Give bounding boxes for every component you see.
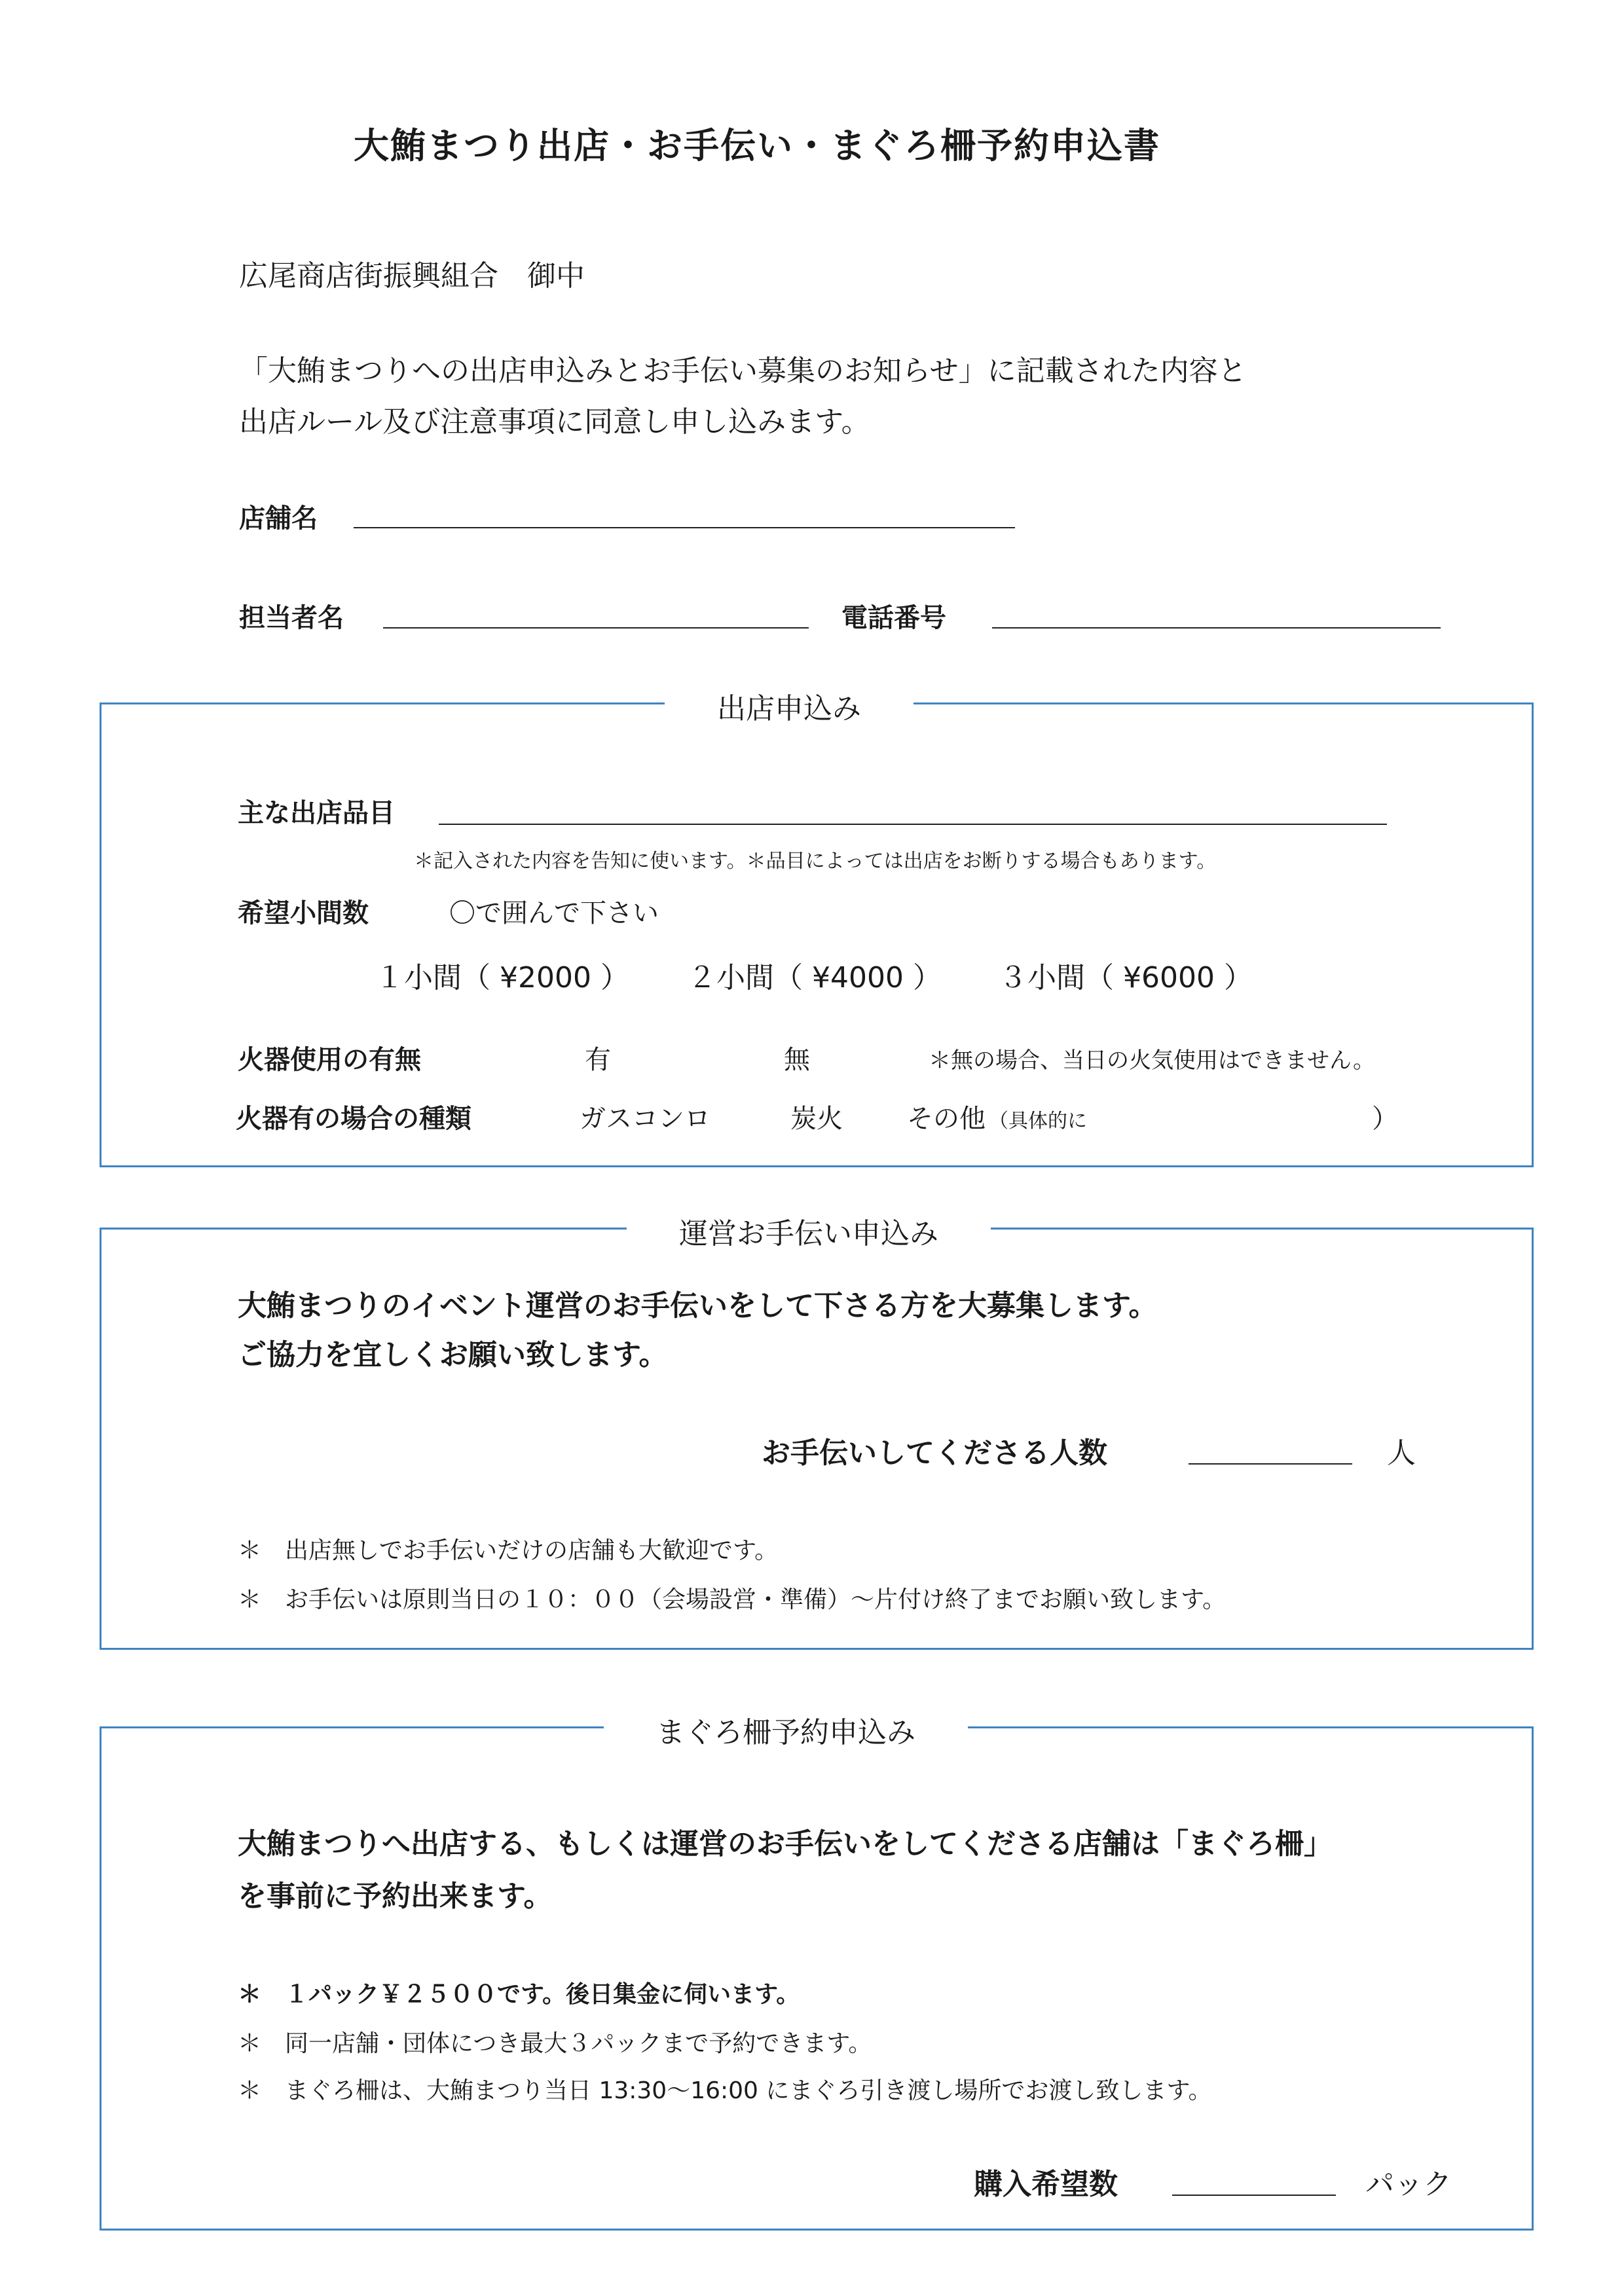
help-line-2: ご協力を宜しくお願い致します。 [238, 1338, 668, 1372]
purchase-count-label: 購入希望数 [974, 2168, 1118, 2201]
fire-type-label: 火器有の場合の種類 [236, 1104, 471, 1134]
unit-option-3[interactable]: ３小間（ ¥6000 ） [999, 961, 1253, 994]
fire-note: ＊無の場合、当日の火気使用はできません。 [929, 1048, 1376, 1074]
circle-note: 〇で囲んで下さい [449, 898, 659, 928]
fire-type-other[interactable]: その他 [907, 1104, 986, 1134]
desired-units-label: 希望小間数 [238, 898, 369, 928]
fire-no-option[interactable]: 無 [784, 1045, 810, 1075]
intro-line-2: 出店ルール及び注意事項に同意し申し込みます。 [239, 405, 870, 439]
contact-name-label: 担当者名 [239, 603, 344, 633]
tuna-line-1: 大鮪まつりへ出店する、もしくは運営のお手伝いをしてくださる店舗は「まぐろ柵」 [238, 1827, 1333, 1861]
phone-label: 電話番号 [841, 603, 946, 633]
helper-count-field[interactable] [1189, 1463, 1352, 1465]
tuna-note-3: ＊ まぐろ柵は、大鮪まつり当日 13:30～16:00 にまぐろ引き渡し場所でお渡し致します。 [238, 2077, 1212, 2104]
help-note-2: ＊ お手伝いは原則当日の１０：００（会場設営・準備）～片付け終了までお願い致します。 [238, 1586, 1227, 1613]
addressee: 広尾商店街振興組合 御中 [239, 259, 585, 293]
store-section-heading: 出店申込み [665, 685, 913, 727]
intro-line-1: 「大鮪まつりへの出店申込みとお手伝い募集のお知らせ」に記載された内容と [239, 354, 1247, 388]
main-items-note: ＊記入された内容を告知に使います。＊品目によっては出店をお断りする場合もあります。 [414, 850, 1217, 873]
page-title: 大鮪まつり出店・お手伝い・まぐろ柵予約申込書 [354, 125, 1160, 166]
help-section-heading: 運営お手伝い申込み [627, 1210, 991, 1252]
fire-type-charcoal[interactable]: 炭火 [790, 1104, 843, 1134]
store-name-field[interactable] [354, 527, 1015, 528]
help-line-1: 大鮪まつりのイベント運営のお手伝いをして下さる方を大募集します。 [238, 1289, 1158, 1322]
main-items-field[interactable] [439, 824, 1387, 825]
fire-type-gas[interactable]: ガスコンロ [580, 1104, 710, 1134]
main-items-label: 主な出店品目 [238, 798, 395, 828]
tuna-section-heading: まぐろ柵予約申込み [604, 1709, 968, 1751]
fire-use-label: 火器使用の有無 [238, 1045, 421, 1075]
tuna-line-2: を事前に予約出来ます。 [238, 1880, 553, 1913]
tuna-note-1: ＊ １パック￥２５００です。後日集金に伺います。 [238, 1981, 800, 2008]
contact-name-field[interactable] [383, 627, 809, 629]
other-detail-close: ） [1372, 1104, 1398, 1134]
fire-yes-option[interactable]: 有 [585, 1045, 611, 1075]
unit-option-1[interactable]: １小間（ ¥2000 ） [375, 961, 629, 994]
tuna-note-2: ＊ 同一店舗・団体につき最大３パックまで予約できます。 [238, 2030, 872, 2057]
unit-option-2[interactable]: ２小間（ ¥4000 ） [688, 961, 942, 994]
other-detail-label: （具体的に [989, 1110, 1087, 1133]
phone-field[interactable] [992, 627, 1441, 629]
purchase-count-field[interactable] [1172, 2195, 1336, 2196]
helper-count-label: お手伝いしてくださる人数 [762, 1436, 1107, 1470]
store-name-label: 店舗名 [239, 503, 318, 534]
helper-count-unit: 人 [1387, 1436, 1416, 1470]
purchase-count-unit: パック [1365, 2168, 1452, 2201]
help-note-1: ＊ 出店無しでお手伝いだけの店舗も大歓迎です。 [238, 1537, 779, 1564]
